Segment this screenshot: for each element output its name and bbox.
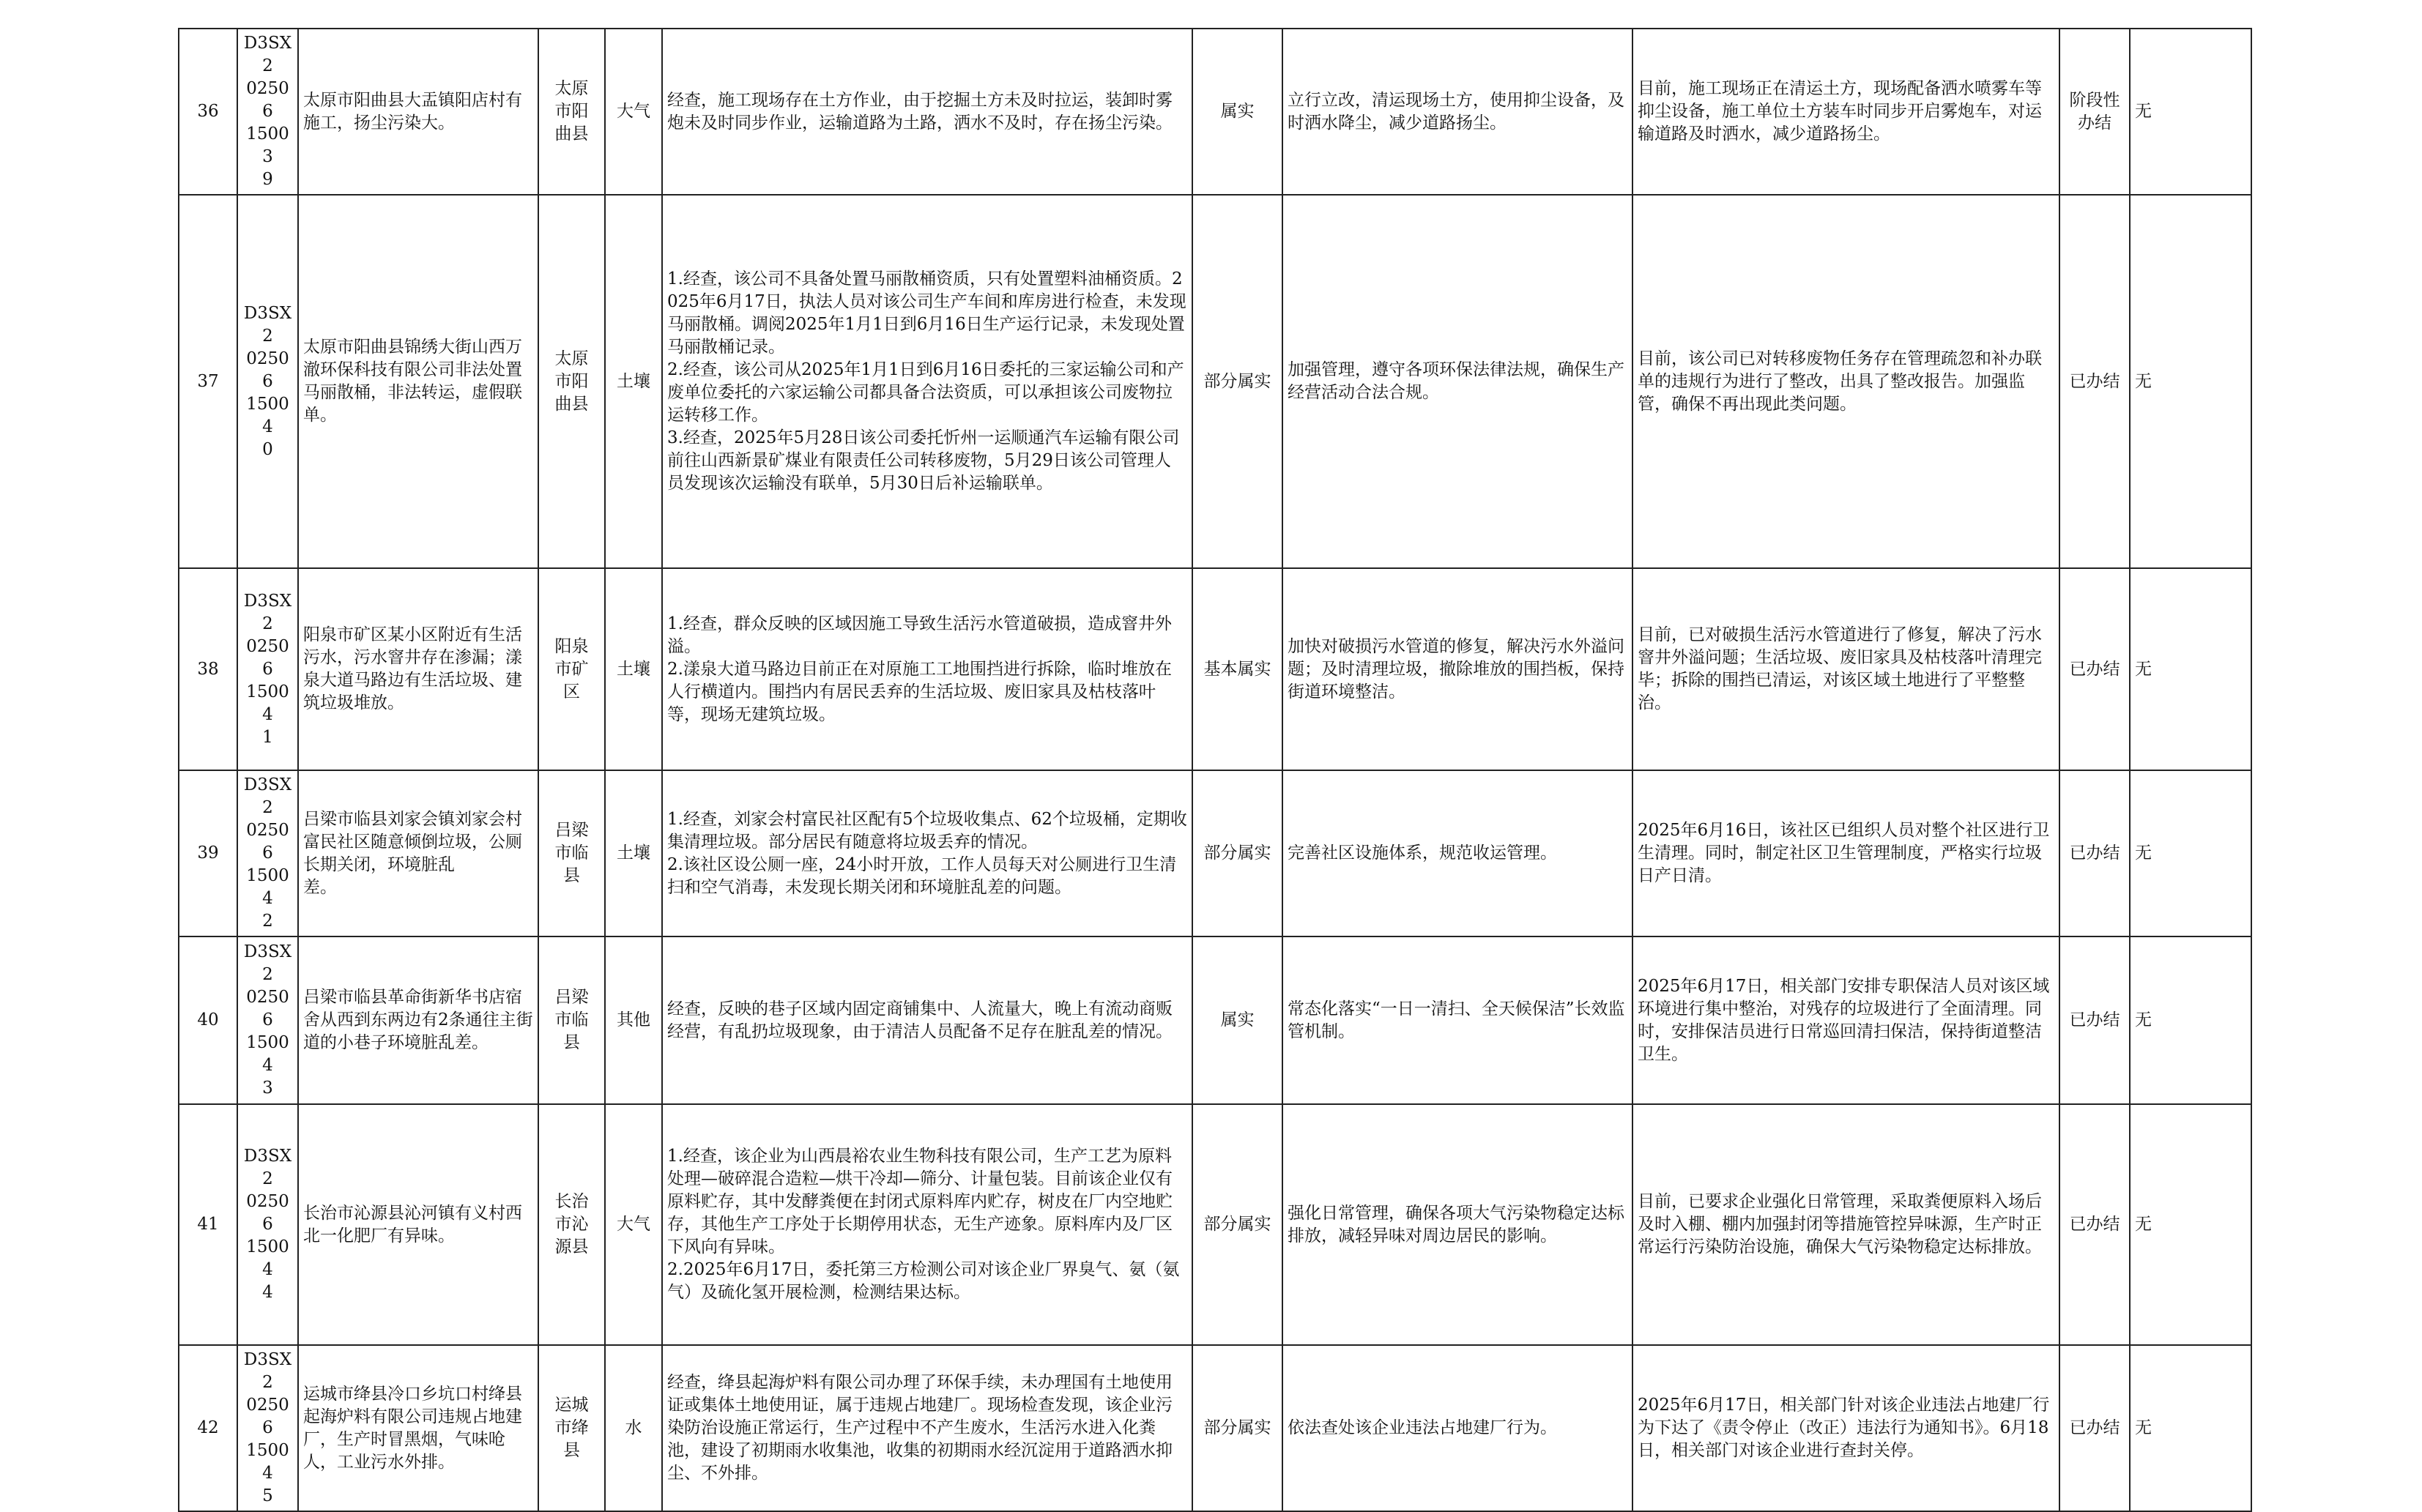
rectification-status: 目前，施工现场正在清运土方，现场配备洒水喷雾车等抑尘设备，施工单位土方装车时同步开启雾炮车，对运输道路及时洒水，减少道路扬尘。 — [1632, 29, 2059, 195]
verdict: 部分属实 — [1192, 1104, 1282, 1345]
case-code: D3SX2 02506 15003 9 — [237, 29, 298, 195]
table-row — [179, 770, 2251, 936]
table-row — [179, 29, 2251, 195]
pollution-type: 其他 — [605, 936, 662, 1104]
pollution-type: 大气 — [605, 1104, 662, 1345]
rectification-status: 2025年6月17日，相关部门针对该企业违法占地建厂行为下达了《责令停止（改正）违法行为通知书》。6月18日，相关部门对该企业进行查封关停。 — [1632, 1345, 2059, 1511]
case-status: 已办结 — [2059, 936, 2130, 1104]
verdict: 部分属实 — [1192, 195, 1282, 568]
row-number: 41 — [179, 1104, 237, 1345]
pollution-type: 水 — [605, 1345, 662, 1511]
investigation-findings: 1.经查，该公司不具备处置马丽散桶资质，只有处置塑料油桶资质。2025年6月17日，执法人员对该公司生产车间和库房进行检查，未发现马丽散桶。调阅2025年1月1日到6月16日生产运行记录，未发现处置马丽散桶记录。 2.经查，该公司从2025年1月1日到6月16日委托的三家运输公司和产废单位委托的六家运输公司都具备合法资质，可以承担该公司废物拉运转移工作。 3.经查，2025年5月28日该公司委托忻州一运顺通汽车运输有限公司前往山西新景矿煤业有限责任公司转移废物，5月29日该公司管理人员发现该次运输没有联单，5月30日后补运输联单。 — [662, 195, 1192, 568]
handling-measures: 完善社区设施体系，规范收运管理。 — [1282, 770, 1632, 936]
case-status: 已办结 — [2059, 1345, 2130, 1511]
table-row — [179, 195, 2251, 568]
row-number: 36 — [179, 29, 237, 195]
accountability: 无 — [2130, 770, 2251, 936]
complaint-content: 吕梁市临县刘家会镇刘家会村富民社区随意倾倒垃圾，公厕长期关闭，环境脏乱 差。 — [298, 770, 538, 936]
complaint-report-table — [178, 28, 2252, 1512]
table-row — [179, 1345, 2251, 1511]
administrative-area: 运城 市绛 县 — [538, 1345, 605, 1511]
complaint-content: 运城市绛县冷口乡坑口村绛县起海炉料有限公司违规占地建厂，生产时冒黑烟，气味呛人，工业污水外排。 — [298, 1345, 538, 1511]
row-number: 38 — [179, 568, 237, 770]
investigation-findings: 经查，施工现场存在土方作业，由于挖掘土方未及时拉运，装卸时雾炮未及时同步作业，运输道路为土路，洒水不及时，存在扬尘污染。 — [662, 29, 1192, 195]
complaint-content: 太原市阳曲县大盂镇阳店村有施工，扬尘污染大。 — [298, 29, 538, 195]
row-number: 39 — [179, 770, 237, 936]
investigation-findings: 1.经查，该企业为山西晨裕农业生物科技有限公司，生产工艺为原料处理—破碎混合造粒—烘干冷却—筛分、计量包装。目前该企业仅有原料贮存，其中发酵粪便在封闭式原料库内贮存，树皮在厂内空地贮存，其他生产工序处于长期停用状态，无生产迹象。原料库内及厂区下风向有异味。 2.2025年6月17日，委托第三方检测公司对该企业厂界臭气、氨（氨气）及硫化氢开展检测，检测结果达标。 — [662, 1104, 1192, 1345]
handling-measures: 加快对破损污水管道的修复，解决污水外溢问题；及时清理垃圾，撤除堆放的围挡板，保持街道环境整洁。 — [1282, 568, 1632, 770]
case-code: D3SX2 02506 15004 1 — [237, 568, 298, 770]
administrative-area: 吕梁 市临 县 — [538, 770, 605, 936]
accountability: 无 — [2130, 195, 2251, 568]
administrative-area: 太原 市阳 曲县 — [538, 29, 605, 195]
administrative-area: 长治 市沁 源县 — [538, 1104, 605, 1345]
administrative-area: 阳泉 市矿 区 — [538, 568, 605, 770]
verdict: 部分属实 — [1192, 1345, 1282, 1511]
rectification-status: 目前，已要求企业强化日常管理，采取粪便原料入场后及时入棚、棚内加强封闭等措施管控异味源，生产时正常运行污染防治设施，确保大气污染物稳定达标排放。 — [1632, 1104, 2059, 1345]
handling-measures: 加强管理，遵守各项环保法律法规，确保生产经营活动合法合规。 — [1282, 195, 1632, 568]
accountability: 无 — [2130, 29, 2251, 195]
table-row — [179, 568, 2251, 770]
pollution-type: 土壤 — [605, 195, 662, 568]
case-code: D3SX2 02506 15004 5 — [237, 1345, 298, 1511]
accountability: 无 — [2130, 936, 2251, 1104]
case-code: D3SX2 02506 15004 3 — [237, 936, 298, 1104]
verdict: 部分属实 — [1192, 770, 1282, 936]
handling-measures: 立行立改，清运现场土方，使用抑尘设备，及时洒水降尘，减少道路扬尘。 — [1282, 29, 1632, 195]
case-status: 已办结 — [2059, 568, 2130, 770]
rectification-status: 2025年6月16日，该社区已组织人员对整个社区进行卫生清理。同时，制定社区卫生管理制度，严格实行垃圾日产日清。 — [1632, 770, 2059, 936]
complaint-content: 阳泉市矿区某小区附近有生活污水，污水窨井存在渗漏；漾泉大道马路边有生活垃圾、建筑垃圾堆放。 — [298, 568, 538, 770]
table-row — [179, 936, 2251, 1104]
case-status: 已办结 — [2059, 195, 2130, 568]
case-status: 阶段性 办结 — [2059, 29, 2130, 195]
verdict: 属实 — [1192, 936, 1282, 1104]
report-sheet — [178, 28, 2251, 1512]
verdict: 基本属实 — [1192, 568, 1282, 770]
handling-measures: 依法查处该企业违法占地建厂行为。 — [1282, 1345, 1632, 1511]
administrative-area: 太原 市阳 曲县 — [538, 195, 605, 568]
accountability: 无 — [2130, 568, 2251, 770]
rectification-status: 2025年6月17日，相关部门安排专职保洁人员对该区域环境进行集中整治，对残存的垃圾进行了全面清理。同时，安排保洁员进行日常巡回清扫保洁，保持街道整洁卫生。 — [1632, 936, 2059, 1104]
accountability: 无 — [2130, 1104, 2251, 1345]
complaint-content: 吕梁市临县革命街新华书店宿舍从西到东两边有2条通往主街道的小巷子环境脏乱差。 — [298, 936, 538, 1104]
row-number: 40 — [179, 936, 237, 1104]
case-code: D3SX2 02506 15004 4 — [237, 1104, 298, 1345]
accountability: 无 — [2130, 1345, 2251, 1511]
case-code: D3SX2 02506 15004 2 — [237, 770, 298, 936]
pollution-type: 土壤 — [605, 568, 662, 770]
rectification-status: 目前，该公司已对转移废物任务存在管理疏忽和补办联单的违规行为进行了整改，出具了整改报告。加强监管，确保不再出现此类问题。 — [1632, 195, 2059, 568]
case-code: D3SX2 02506 15004 0 — [237, 195, 298, 568]
case-status: 已办结 — [2059, 770, 2130, 936]
investigation-findings: 1.经查，群众反映的区域因施工导致生活污水管道破损，造成窨井外溢。 2.漾泉大道马路边目前正在对原施工工地围挡进行拆除，临时堆放在人行横道内。围挡内有居民丢弃的生活垃圾、废旧家具及枯枝落叶等，现场无建筑垃圾。 — [662, 568, 1192, 770]
pollution-type: 土壤 — [605, 770, 662, 936]
pollution-type: 大气 — [605, 29, 662, 195]
handling-measures: 常态化落实“一日一清扫、全天候保洁”长效监管机制。 — [1282, 936, 1632, 1104]
investigation-findings: 经查，反映的巷子区域内固定商铺集中、人流量大，晚上有流动商贩经营，有乱扔垃圾现象，由于清洁人员配备不足存在脏乱差的情况。 — [662, 936, 1192, 1104]
verdict: 属实 — [1192, 29, 1282, 195]
complaint-content: 太原市阳曲县锦绣大街山西万澈环保科技有限公司非法处置马丽散桶，非法转运，虚假联单。 — [298, 195, 538, 568]
investigation-findings: 经查，绛县起海炉料有限公司办理了环保手续，未办理国有土地使用证或集体土地使用证，属于违规占地建厂。现场检查发现，该企业污染防治设施正常运行，生产过程中不产生废水，生活污水进入化粪池，建设了初期雨水收集池，收集的初期雨水经沉淀用于道路洒水抑尘、不外排。 — [662, 1345, 1192, 1511]
investigation-findings: 1.经查，刘家会村富民社区配有5个垃圾收集点、62个垃圾桶，定期收集清理垃圾。部分居民有随意将垃圾丢弃的情况。 2.该社区设公厕一座，24小时开放，工作人员每天对公厕进行卫生清扫和空气消毒，未发现长期关闭和环境脏乱差的问题。 — [662, 770, 1192, 936]
rectification-status: 目前，已对破损生活污水管道进行了修复，解决了污水窨井外溢问题；生活垃圾、废旧家具及枯枝落叶清理完毕；拆除的围挡已清运，对该区域土地进行了平整整治。 — [1632, 568, 2059, 770]
administrative-area: 吕梁 市临 县 — [538, 936, 605, 1104]
row-number: 37 — [179, 195, 237, 568]
row-number: 42 — [179, 1345, 237, 1511]
table-row — [179, 1104, 2251, 1345]
complaint-content: 长治市沁源县沁河镇有义村西北一化肥厂有异味。 — [298, 1104, 538, 1345]
case-status: 已办结 — [2059, 1104, 2130, 1345]
handling-measures: 强化日常管理，确保各项大气污染物稳定达标排放，减轻异味对周边居民的影响。 — [1282, 1104, 1632, 1345]
report-rows — [179, 29, 2251, 1511]
